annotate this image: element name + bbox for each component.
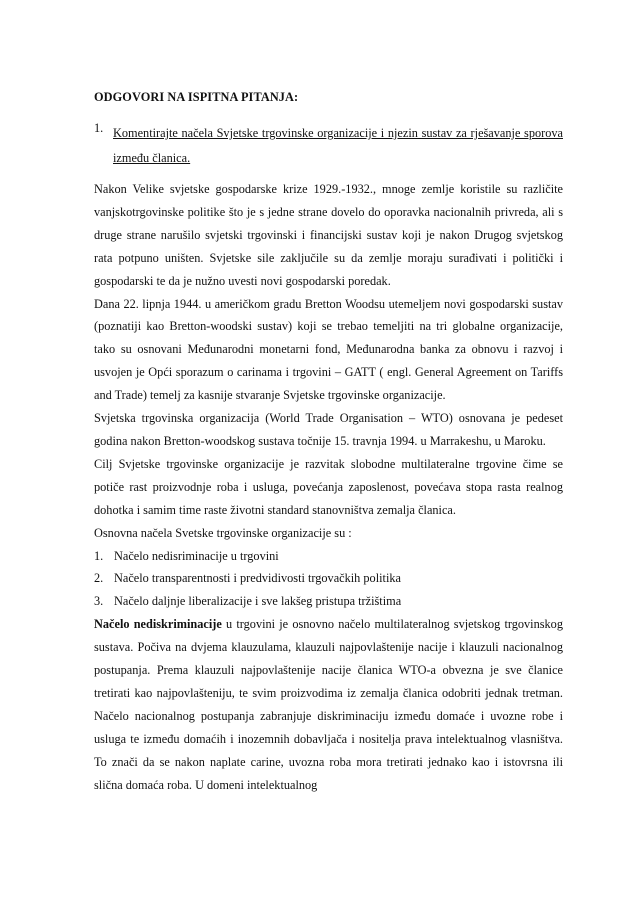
paragraph: Dana 22. lipnja 1944. u američkom gradu Bretton Woodsu utemeljem novi gospodarski sustav (poznatiji kao Bretton-woodski sustav) koji se trebao temeljiti na tri globalne organizacije, tako su osnovani Međunarodni monetarni fond, Međunarodna banka za obnovu i razvoj i usvojen je Opći sporazum o carinama i trgovini – GATT ( engl. General Agreement on Tariffs and Trade) temelj za kasnije stvaranje Svjetske trgovinske organizacije. <box>94 296 563 403</box>
list-item-number: 2. <box>94 571 104 586</box>
document-body <box>94 178 563 796</box>
list-item <box>94 590 563 613</box>
question-number: 1. <box>94 121 104 135</box>
list-item-number: 3. <box>94 594 104 609</box>
list-item-number: 1. <box>94 548 104 563</box>
question-text: Komentirajte načela Svjetske trgovinske organizacije i njezin sustav za rješavanje sporova između članica. <box>113 126 563 165</box>
bold-term: Načelo nediskriminacije <box>94 617 222 632</box>
paragraph: Cilj Svjetske trgovinske organizacije je razvitak slobodne multilateralne trgovine čime se potiče rast proizvodnje roba i usluga, povećanja zaposlenost, povećava stopa rasta realnog dohotka i samim time raste životni standard stanovništva zemalja članica. <box>94 456 563 517</box>
paragraph: Osnovna načela Svetske trgovinske organizacije su : <box>94 525 352 540</box>
list-item-label: Načelo transparentnosti i predvidivosti trgovačkih politika <box>114 571 401 586</box>
paragraph: Nakon Velike svjetske gospodarske krize 1929.-1932., mnoge zemlje koristile su različite vanjskotrgovinske politike što je s jedne strane dovelo do oporavka nacionalnih privreda, ali s druge strane narušilo svjetski trgovinski i financijski sustav koji je nakon Drugog svjetskog rata potpuno uništen. Svjetske sile zaključile su da zemlje moraju surađivati i politički i gospodarski te da je nužno uvesti novi gospodarski poredak. <box>94 182 563 288</box>
paragraph: Svjetska trgovinska organizacija (World Trade Organisation – WTO) osnovana je pedeset godina nakon Bretton-woodskog sustava točnije 15. travnja 1994. u Marrakeshu, u Maroku. <box>94 411 563 448</box>
list-item-label: Načelo daljnje liberalizacije i sve lakšeg pristupa tržištima <box>114 594 402 609</box>
principles-list <box>94 545 563 614</box>
list-item <box>94 567 563 590</box>
list-item-label: Načelo nedisriminacije u trgovini <box>114 548 279 563</box>
paragraph-nondiscrimination <box>94 613 563 796</box>
paragraph-text: u trgovini je osnovno načelo multilateralnog svjetskog trgovinskog sustava. Počiva na dvjema klauzulama, klauzuli najpovlaštenije nacije i klauzuli nacionalnog postupanja. Prema klauzuli najpovlaštenije nacije članica WTO-a obvezna je sve članice tretirati kao najpovlašteniju, te svim proizvodima iz zemalja članica odobriti jednak tretman. Načelo nacionalnog postupanja zabranjuje diskriminaciju između domaće i uvozne robe i usluga te između domaćih i inozemnih dobavljača i nositelja prava intelektualnog vlasništva. To znači da se nakon naplate carine, uvozna roba mora tretirati jednako kao i istovrsna ili slična domaća roba. U domeni intelektualnog <box>94 617 563 792</box>
list-item <box>94 545 563 568</box>
page-title: ODGOVORI NA ISPITNA PITANJA: <box>94 90 299 104</box>
